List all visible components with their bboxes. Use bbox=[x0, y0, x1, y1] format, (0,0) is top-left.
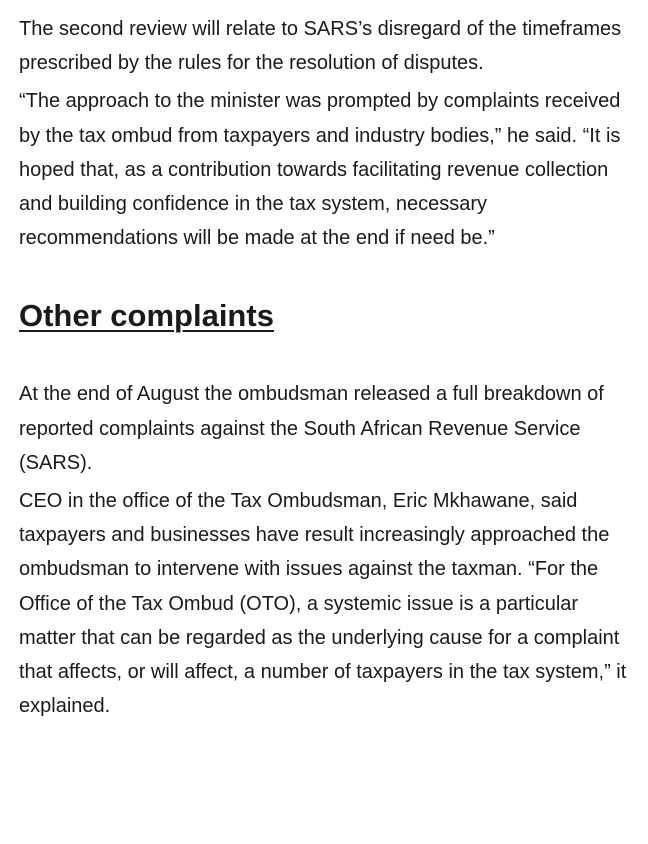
section-heading-other-complaints: Other complaints bbox=[19, 298, 274, 334]
paragraph-second-review: The second review will relate to SARS’s disregard of the timeframes prescribed by the rules for the resolution of disputes. bbox=[19, 18, 622, 75]
paragraph-august-breakdown: At the end of August the ombudsman released a full breakdown of reported complaints against the South African Revenue Service (SARS). bbox=[19, 383, 604, 474]
paragraph-minister-approach: “The approach to the minister was prompted by complaints received by the tax ombud from taxpayers and industry bodies,” he said. “It is hoped that, as a contribution towards facilitating revenue collection and building confidence in the tax system, necessary recommendations will be made at the end if need be.” bbox=[19, 90, 621, 250]
paragraph-ceo-statement: CEO in the office of the Tax Ombudsman, Eric Mkhawane, said taxpayers and businesses have result increasingly approached the ombudsman to intervene with issues against the taxman. “For the Office of the Tax Ombud (OTO), a systemic issue is a particular matter that can be regarded as the underlying cause for a complaint that affects, or will affect, a number of taxpayers in the tax system,” it explained. bbox=[19, 490, 627, 718]
article-body bbox=[19, 12, 629, 727]
